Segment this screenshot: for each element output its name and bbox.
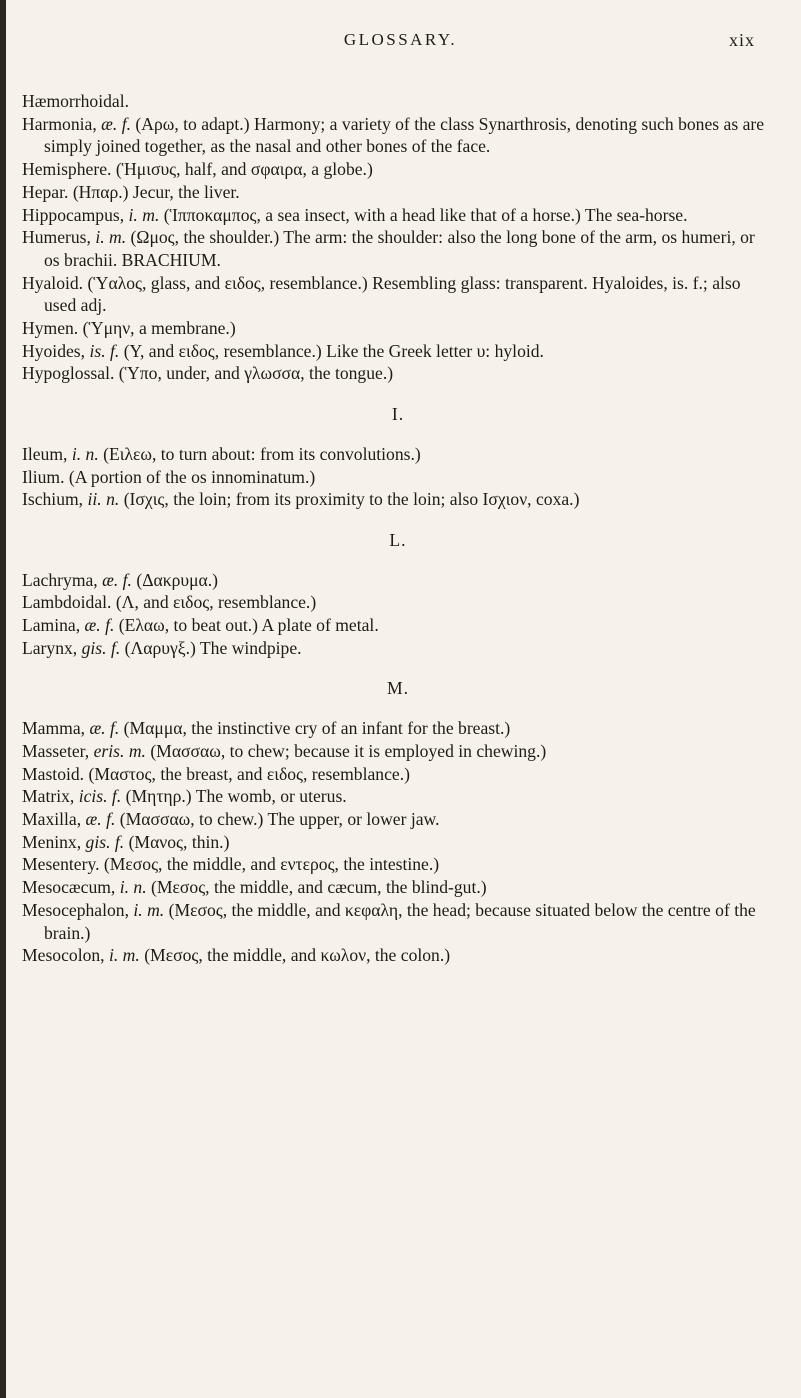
entry-hymen: Hymen. (Ὑμην, a membrane.) xyxy=(22,318,236,339)
entry-ilium: Ilium. (A portion of the os innominatum.) xyxy=(22,466,316,487)
entry-hyaloid: Hyaloid. (Ὑαλος, glass, and ειδος, resemblance.) Resembling glass: transparent. Hyaloides, is. f.; also used adj. xyxy=(22,272,741,316)
entry-humerus: Humerus, i. m. (Ωμος, the shoulder.) The arm: the shoulder: also the long bone of the arm, os humeri, or os brachii. BRACHIUM. xyxy=(22,227,755,270)
entry-maxilla: Maxilla, æ. f. (Μασσαω, to chew.) The upper, or lower jaw. xyxy=(22,808,440,829)
entry-ischium: Ischium, ii. n. (Ισχις, the loin; from its proximity to the loin; also Ισχιον, coxa.) xyxy=(22,489,580,510)
running-title: GLOSSARY. xyxy=(343,30,458,49)
section-heading-m: M. xyxy=(386,678,410,699)
entry-hyoides: Hyoides, is. f. (Υ, and ειδος, resemblance.) Like the Greek letter υ: hyloid. xyxy=(22,340,544,361)
entry-harmonia: Harmonia, æ. f. (Aρω, to adapt.) Harmony; a variety of the class Synarthrosis, denoting such bones as are simply joined together, as the nasal and other bones of the face. xyxy=(22,113,765,157)
page-number: xix xyxy=(728,30,755,50)
entry-mamma: Mamma, æ. f. (Μαμμα, the instinctive cry of an infant for the breast.) xyxy=(22,718,511,739)
section-heading-i: I. xyxy=(391,404,405,425)
entry-lamina: Lamina, æ. f. (Ελαω, to beat out.) A plate of metal. xyxy=(22,615,379,636)
entry-masseter: Masseter, eris. m. (Μασσαω, to chew; because it is employed in chewing.) xyxy=(22,740,547,761)
entry-matrix: Matrix, icis. f. (Μητηρ.) The womb, or uterus. xyxy=(22,786,347,807)
entry-haemorrhoidal: Hæmorrhoidal. xyxy=(22,91,130,111)
entry-mesocolon: Mesocolon, i. m. (Μεσος, the middle, and κωλον, the colon.) xyxy=(22,945,451,966)
entry-mesentery: Mesentery. (Μεσος, the middle, and εντερος, the intestine.) xyxy=(22,854,440,875)
entry-mastoid: Mastoid. (Μαστος, the breast, and ειδος, resemblance.) xyxy=(22,763,410,784)
entry-lachryma: Lachryma, æ. f. (Δακρυμα.) xyxy=(22,569,219,590)
entry-hippocampus: Hippocampus, i. m. (Ἱπποκαμπος, a sea insect, with a head like that of a horse.) The sea-horse. xyxy=(22,204,688,225)
entry-ileum: Ileum, i. n. (Ειλεω, to turn about: from its convolutions.) xyxy=(22,443,421,464)
entry-hemisphere: Hemisphere. (Ἡμισυς, half, and σφαιρα, a globe.) xyxy=(22,159,373,180)
glossary-body xyxy=(22,90,774,967)
entry-hepar: Hepar. (Ηπαρ.) Jecur, the liver. xyxy=(22,181,240,202)
page-header xyxy=(0,30,801,56)
section-heading-l: L. xyxy=(389,529,407,550)
entry-mesocaecum: Mesocæcum, i. n. (Μεσος, the middle, and cæcum, the blind-gut.) xyxy=(22,877,487,898)
page-edge xyxy=(0,0,6,1398)
entry-hypoglossal: Hypoglossal. (Ὑπο, under, and γλωσσα, the tongue.) xyxy=(22,363,394,384)
entry-meninx: Meninx, gis. f. (Μανος, thin.) xyxy=(22,831,230,852)
entry-lambdoidal: Lambdoidal. (Λ, and ειδος, resemblance.) xyxy=(22,592,317,613)
entry-mesocephalon: Mesocephalon, i. m. (Μεσος, the middle, and κεφαλη, the head; because situated below the centre of the brain.) xyxy=(22,899,756,943)
entry-larynx: Larynx, gis. f. (Λαρυγξ.) The windpipe. xyxy=(22,637,302,658)
